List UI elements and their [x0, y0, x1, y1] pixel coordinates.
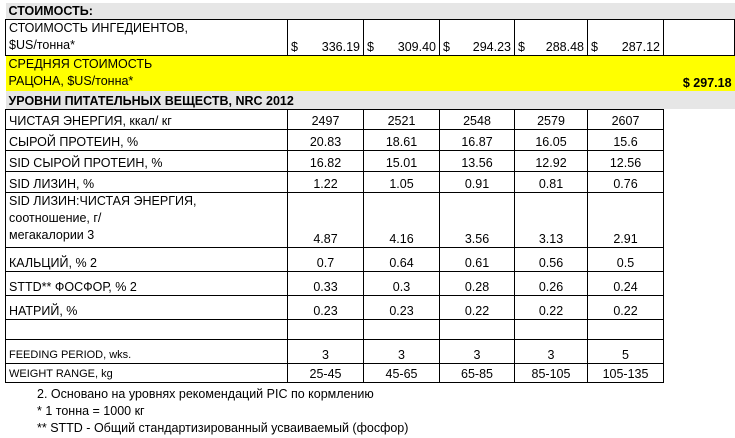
- value-cell: 105-135: [588, 363, 664, 382]
- value-cell: 0.56: [515, 247, 588, 271]
- ingredient-cost-label: СТОИМОСТЬ ИНГЕДИЕНТОВ, $US/тонна*: [6, 19, 288, 55]
- empty-row: [6, 319, 735, 339]
- row-label: ЧИСТАЯ ЭНЕРГИЯ, ккал/ кг: [6, 109, 288, 129]
- footnote-pic: 2. Основано на уровнях рекомендаций PIC по кормлению: [37, 387, 374, 401]
- row-label: НАТРИЙ, %: [6, 295, 288, 319]
- value-cell: 4.16: [364, 192, 440, 247]
- nutrients-header-row: [6, 91, 735, 109]
- value-cell: 18.61: [364, 129, 440, 150]
- empty-cell: [664, 247, 735, 271]
- value-cell: 1.05: [364, 171, 440, 192]
- value-cell: 0.61: [440, 247, 515, 271]
- value-cell: 20.83: [288, 129, 364, 150]
- row-label: SID СЫРОЙ ПРОТЕИН, %: [6, 150, 288, 171]
- value-cell: 15.6: [588, 129, 664, 150]
- value-cell: 16.05: [515, 129, 588, 150]
- row-label: SID ЛИЗИН:ЧИСТАЯ ЭНЕРГИЯ, соотношение, г/ мегакалории 3: [6, 192, 288, 247]
- value-cell: 85-105: [515, 363, 588, 382]
- nutrients-section-title: УРОВНИ ПИТАТЕЛЬНЫХ ВЕЩЕСТВ, NRC 2012: [6, 91, 735, 109]
- empty-cell: [664, 192, 735, 247]
- empty-cell: [664, 171, 735, 192]
- cost-cell: $ 294.23: [440, 19, 515, 55]
- value-cell: 0.23: [288, 295, 364, 319]
- value-cell: 45-65: [364, 363, 440, 382]
- value-cell: 2548: [440, 109, 515, 129]
- footnote-sttd: ** STTD - Общий стандартизированный усваиваемый (фосфор): [37, 421, 409, 435]
- value-cell: 16.87: [440, 129, 515, 150]
- value-cell: 2607: [588, 109, 664, 129]
- value-cell: 5: [588, 339, 664, 363]
- row-label: СЫРОЙ ПРОТЕИН, %: [6, 129, 288, 150]
- empty-cell: [664, 271, 735, 295]
- table-row: [6, 192, 735, 247]
- value-cell: 0.22: [588, 295, 664, 319]
- value-cell: 0.3: [364, 271, 440, 295]
- cost-cell: $ 309.40: [364, 19, 440, 55]
- value-cell: 13.56: [440, 150, 515, 171]
- value-cell: 0.5: [588, 247, 664, 271]
- cost-cell: $ 287.12: [588, 19, 664, 55]
- ingredient-cost-row: [6, 19, 735, 55]
- value-cell: 12.92: [515, 150, 588, 171]
- feeding-period-row: [6, 339, 735, 363]
- diet-cost-table: [5, 3, 735, 383]
- value-cell: 12.56: [588, 150, 664, 171]
- value-cell: 0.22: [440, 295, 515, 319]
- value-cell: 3: [288, 339, 364, 363]
- table-row: [6, 129, 735, 150]
- value-cell: 2497: [288, 109, 364, 129]
- row-label: КАЛЬЦИЙ, % 2: [6, 247, 288, 271]
- row-label: FEEDING PERIOD, wks.: [6, 339, 288, 363]
- empty-cell: [664, 339, 735, 363]
- value-cell: 0.76: [588, 171, 664, 192]
- value-cell: 3: [440, 339, 515, 363]
- value-cell: 0.64: [364, 247, 440, 271]
- row-label: WEIGHT RANGE, kg: [6, 363, 288, 382]
- empty-cell: [664, 295, 735, 319]
- row-label: SID ЛИЗИН, %: [6, 171, 288, 192]
- table-row: [6, 295, 735, 319]
- value-cell: 3.13: [515, 192, 588, 247]
- value-cell: 0.23: [364, 295, 440, 319]
- value-cell: 3: [515, 339, 588, 363]
- value-cell: 2579: [515, 109, 588, 129]
- value-cell: 65-85: [440, 363, 515, 382]
- cost-section-title: СТОИМОСТЬ:: [6, 3, 735, 19]
- weight-range-row: [6, 363, 735, 382]
- value-cell: 25-45: [288, 363, 364, 382]
- empty-cell: [664, 150, 735, 171]
- table-row: [6, 247, 735, 271]
- value-cell: 0.26: [515, 271, 588, 295]
- value-cell: 16.82: [288, 150, 364, 171]
- empty-cell: [664, 19, 735, 55]
- footnotes: [37, 386, 408, 437]
- value-cell: 0.7: [288, 247, 364, 271]
- empty-cell: [664, 363, 735, 382]
- table-row: [6, 171, 735, 192]
- average-cost-label: СРЕДНЯЯ СТОИМОСТЬ РАЦОНА, $US/тонна*: [6, 55, 288, 91]
- value-cell: 0.28: [440, 271, 515, 295]
- value-cell: 0.22: [515, 295, 588, 319]
- value-cell: 1.22: [288, 171, 364, 192]
- value-cell: 0.81: [515, 171, 588, 192]
- average-cost-row: [6, 55, 735, 91]
- cost-cell: $ 336.19: [288, 19, 364, 55]
- value-cell: 2.91: [588, 192, 664, 247]
- cost-cell: $ 288.48: [515, 19, 588, 55]
- footnote-ton: * 1 тонна = 1000 кг: [37, 404, 145, 418]
- value-cell: 4.87: [288, 192, 364, 247]
- value-cell: 2521: [364, 109, 440, 129]
- value-cell: 3.56: [440, 192, 515, 247]
- table-row: [6, 150, 735, 171]
- cost-header-row: [6, 3, 735, 19]
- average-cost-value: $ 297.18: [664, 55, 735, 91]
- empty-cell: [664, 129, 735, 150]
- value-cell: 15.01: [364, 150, 440, 171]
- empty-cell: [664, 109, 735, 129]
- row-label: STTD** ФОСФОР, % 2: [6, 271, 288, 295]
- table-row: [6, 271, 735, 295]
- value-cell: 3: [364, 339, 440, 363]
- value-cell: 0.33: [288, 271, 364, 295]
- value-cell: 0.24: [588, 271, 664, 295]
- value-cell: 0.91: [440, 171, 515, 192]
- table-row: [6, 109, 735, 129]
